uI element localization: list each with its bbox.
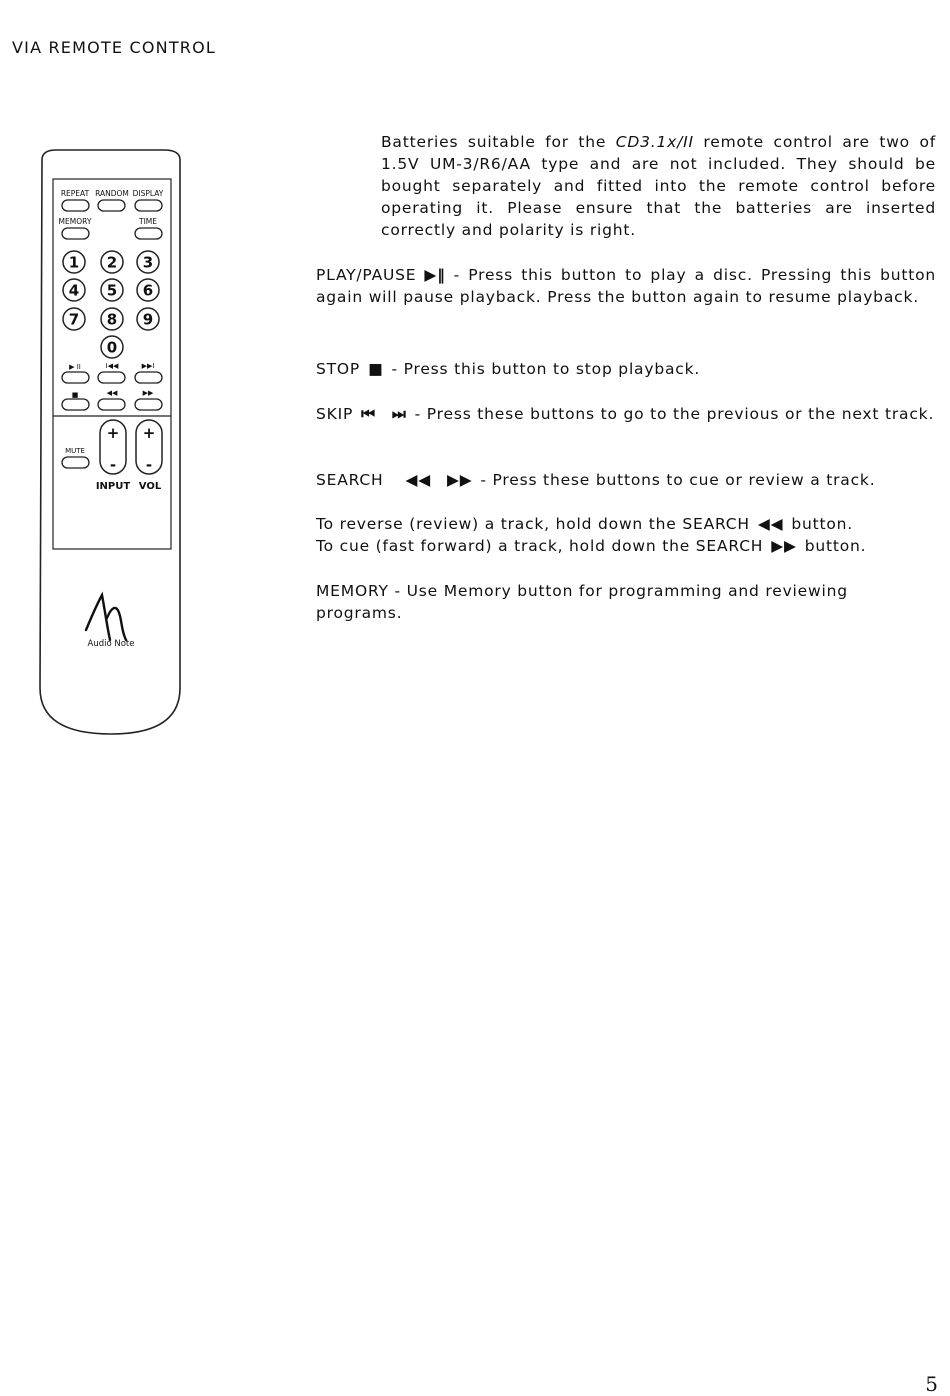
skip-previous-icon: ⏮ — [361, 405, 376, 423]
remote-input-minus: - — [109, 456, 117, 474]
reverse-line-suffix: button. — [791, 515, 853, 533]
skip-text: - Press these buttons to go to the previous or the next track. — [414, 405, 935, 423]
remote-label-display: DISPLAY — [132, 189, 164, 198]
search-forward-icon: ▶▶ — [446, 471, 473, 489]
remote-prev-glyph: I◀◀ — [105, 362, 119, 370]
skip-label: SKIP — [316, 405, 354, 423]
remote-play-pause-glyph: ▶ II — [69, 363, 81, 371]
remote-rew-glyph: ◀◀ — [106, 389, 118, 397]
play-pause-icon: ▶‖ — [424, 266, 446, 284]
model-name: CD3.1x/II — [615, 133, 694, 151]
play-pause-description — [316, 264, 936, 308]
remote-digit-5: 5 — [106, 281, 118, 300]
remote-label-repeat: REPEAT — [60, 189, 90, 198]
rewind-icon: ◀◀ — [757, 515, 784, 533]
section-title: VIA REMOTE CONTROL — [12, 38, 217, 57]
remote-vol-minus: - — [145, 456, 153, 474]
remote-digit-4: 4 — [68, 281, 80, 300]
stop-text: - Press this button to stop playback. — [391, 360, 701, 378]
memory-description: MEMORY - Use Memory button for programming and reviewing programs. — [316, 582, 848, 622]
stop-icon: ■ — [368, 360, 384, 378]
battery-intro — [381, 131, 936, 241]
remote-next-glyph: ▶▶I — [141, 362, 155, 370]
brand-name: Audio Note — [87, 639, 135, 649]
stop-description — [316, 358, 936, 380]
remote-control-illustration — [36, 148, 186, 738]
search-description — [316, 469, 936, 491]
fast-forward-icon: ▶▶ — [771, 537, 797, 555]
stop-label: STOP — [316, 360, 361, 378]
remote-input-plus: + — [106, 424, 120, 442]
remote-digit-9: 9 — [142, 310, 154, 329]
skip-next-icon: ⏭ — [391, 405, 407, 423]
remote-digit-8: 8 — [106, 310, 118, 329]
remote-label-random: RANDOM — [95, 189, 129, 198]
remote-digit-7: 7 — [68, 310, 80, 329]
remote-digit-6: 6 — [142, 281, 154, 300]
remote-ff-glyph: ▶▶ — [142, 389, 154, 397]
reverse-line-prefix: To reverse (review) a track, hold down the SEARCH — [316, 515, 750, 533]
cue-line-prefix: To cue (fast forward) a track, hold down the SEARCH — [316, 537, 764, 555]
remote-label-input: INPUT — [95, 481, 131, 492]
skip-description — [316, 403, 936, 425]
remote-digit-0: 0 — [106, 338, 118, 357]
remote-label-memory: MEMORY — [58, 217, 92, 226]
remote-label-vol: VOL — [138, 481, 162, 492]
remote-stop-glyph: ■ — [71, 391, 79, 399]
cue-line-suffix: button. — [804, 537, 867, 555]
remote-label-time: TIME — [138, 217, 158, 226]
play-pause-text: - Press this button to play a disc. Pressing this button again will pause playback. Press the button again to resume playback. — [316, 266, 936, 306]
intro-suffix: remote control are two of 1.5V UM-3/R6/AA type and are not included. They should be bought separately and fitted into the remote control before operating it. Please ensure that the batteries are inserted correctly and polarity is right. — [381, 133, 936, 239]
search-text: - Press these buttons to cue or review a track. — [480, 471, 876, 489]
remote-label-mute: MUTE — [65, 447, 85, 455]
search-rewind-icon: ◀◀ — [405, 471, 431, 489]
reverse-cue-description — [316, 513, 936, 557]
play-pause-label: PLAY/PAUSE — [316, 266, 417, 284]
intro-prefix: Batteries suitable for the — [381, 133, 616, 151]
search-label: SEARCH — [316, 471, 384, 489]
remote-digit-2: 2 — [106, 253, 118, 272]
remote-digit-1: 1 — [68, 253, 80, 272]
remote-digit-3: 3 — [142, 253, 154, 272]
remote-vol-plus: + — [142, 424, 156, 442]
page-number: 5 — [925, 1372, 938, 1396]
